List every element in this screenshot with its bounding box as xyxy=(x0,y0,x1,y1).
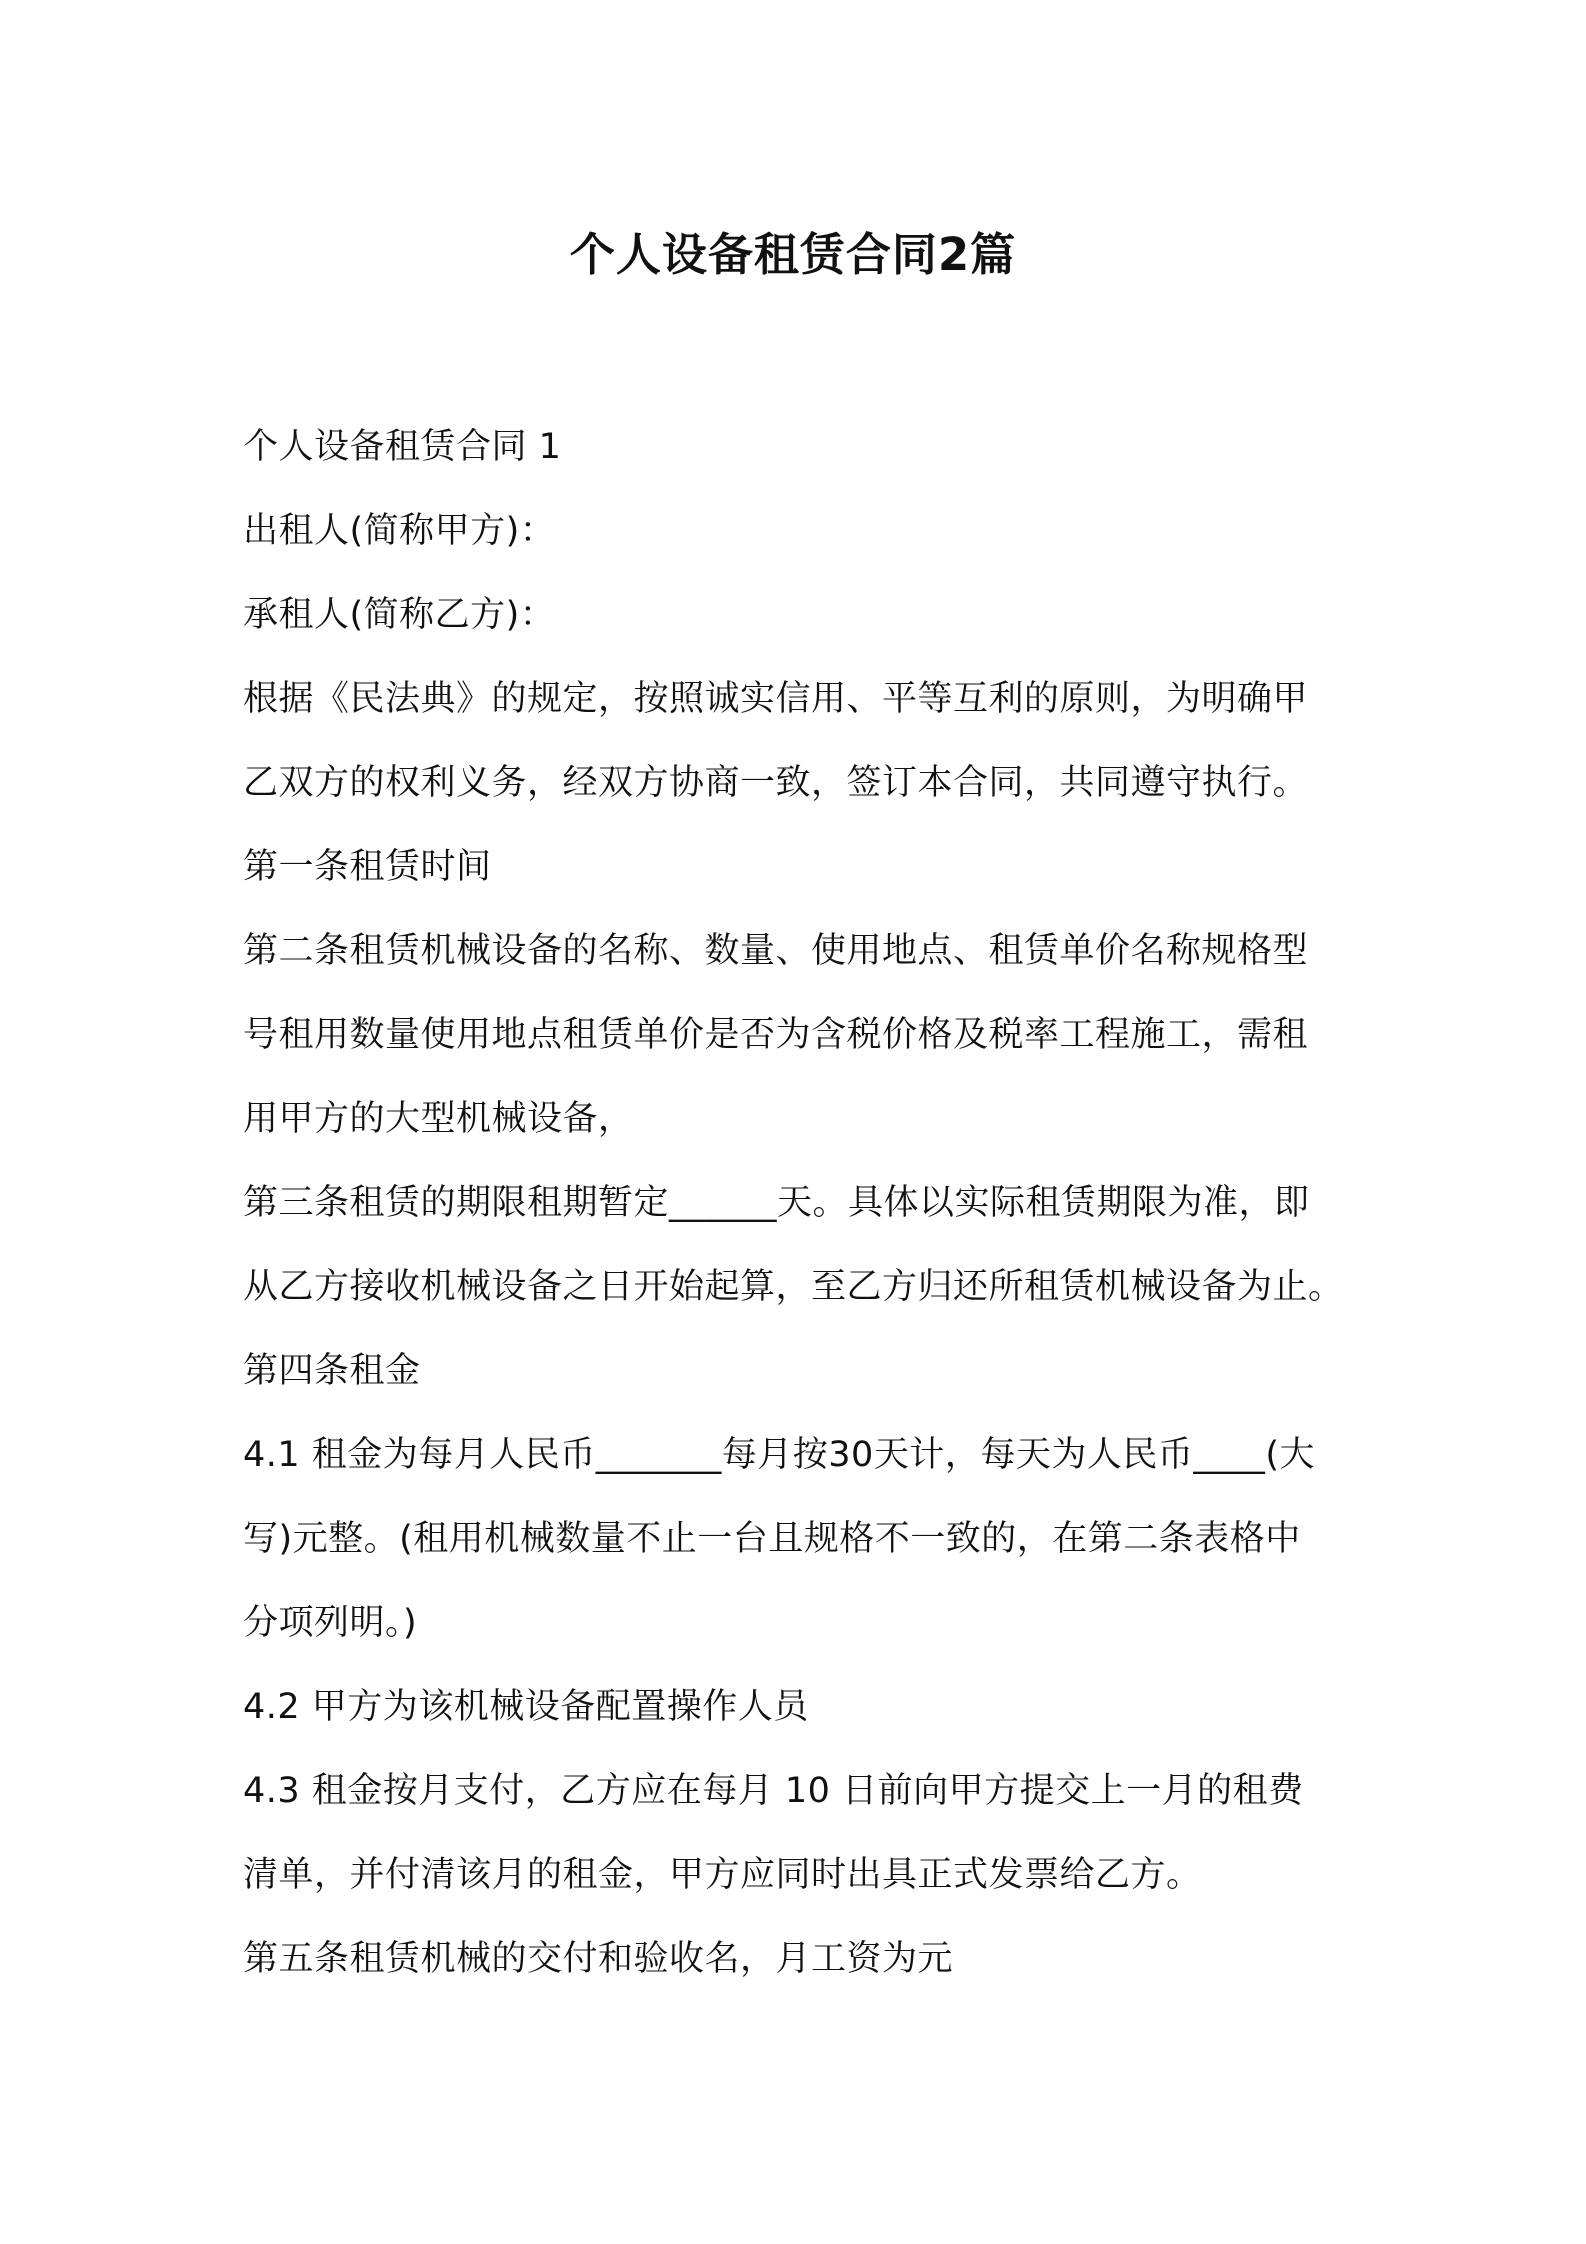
text-line: 4.1 租金为每月人民币_______每月按30天计，每天为人民币____(大 xyxy=(243,1435,1315,1475)
text-line: 从乙方接收机械设备之日开始起算，至乙方归还所租赁机械设备为止。 xyxy=(243,1267,1344,1307)
text-line: 分项列明。) xyxy=(243,1603,418,1643)
text-line: 4.3 租金按月支付，乙方应在每月 10 日前向甲方提交上一月的租费 xyxy=(243,1771,1304,1811)
text-line: 第五条租赁机械的交付和验收名，月工资为元 xyxy=(243,1939,954,1979)
text-line: 出租人(简称甲方)： xyxy=(243,511,556,551)
document-title: 个人设备租赁合同2篇 xyxy=(569,228,1017,281)
text-line: 用甲方的大型机械设备， xyxy=(243,1099,634,1139)
text-line: 第三条租赁的期限租期暂定______天。具体以实际租赁期限为准，即 xyxy=(243,1183,1310,1223)
text-line: 个人设备租赁合同 1 xyxy=(243,427,562,467)
text-line: 号租用数量使用地点租赁单价是否为含税价格及税率工程施工，需租 xyxy=(243,1015,1309,1055)
text-line: 承租人(简称乙方)： xyxy=(243,595,556,635)
document-body xyxy=(243,405,1383,2001)
text-line: 第四条租金 xyxy=(243,1351,421,1391)
text-line: 乙双方的权利义务，经双方协商一致，签订本合同，共同遵守执行。 xyxy=(243,763,1309,803)
text-line: 写)元整。(租用机械数量不止一台且规格不一致的，在第二条表格中 xyxy=(243,1519,1301,1559)
text-line: 第一条租赁时间 xyxy=(243,847,492,887)
text-line: 根据《民法典》的规定，按照诚实信用、平等互利的原则，为明确甲 xyxy=(243,679,1309,719)
text-line: 第二条租赁机械设备的名称、数量、使用地点、租赁单价名称规格型 xyxy=(243,931,1309,971)
text-line: 4.2 甲方为该机械设备配置操作人员 xyxy=(243,1687,809,1727)
text-line: 清单，并付清该月的租金，甲方应同时出具正式发票给乙方。 xyxy=(243,1855,1202,1895)
